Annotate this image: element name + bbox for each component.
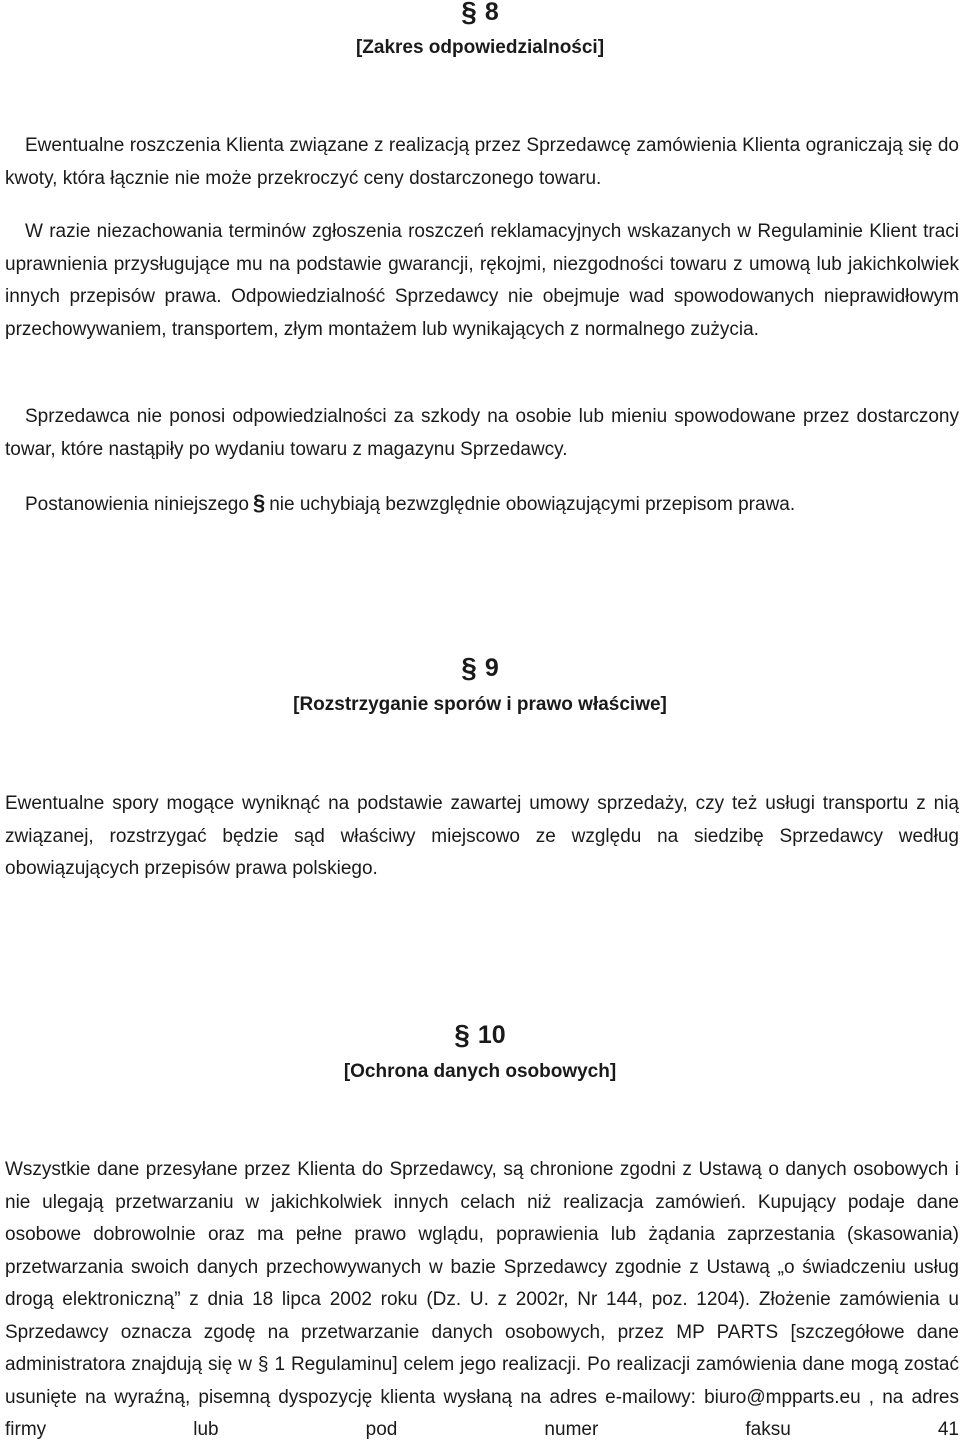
paragraph-text: , na adres firmy lub pod numer faksu 41 [5, 1386, 959, 1440]
section-sign-inline: § [257, 1354, 269, 1375]
section-10-paragraph-1 [5, 1154, 959, 1447]
section-8-title: [Zakres odpowiedzialności] [355, 37, 605, 58]
section-sign: § [461, 652, 477, 683]
section-9-number [0, 652, 960, 683]
section-sign: § [461, 0, 477, 27]
section-number: 9 [484, 654, 499, 682]
section-8-paragraph-2: W razie niezachowania terminów zgłoszenia roszczeń reklamacyjnych wskazanych w Regulaminie Klient traci uprawnienia przysługujące mu na podstawie gwarancji, rękojmi, niezgodności towaru z umową lub jakichkolwiek innych przepisów prawa. Odpowiedzialność Sprzedawcy nie obejmuje wad spowodowanych nieprawidłowym przechowywaniem, transportem, złym montażem lub wynikających z normalnego zużycia. [5, 221, 959, 340]
section-sign: § [454, 1019, 470, 1050]
section-9-title: [Rozstrzyganie sporów i prawo właściwe] [293, 694, 667, 715]
paragraph-text: Postanowienia niniejszego [25, 494, 249, 515]
section-10-number [0, 1019, 960, 1050]
email-link[interactable]: biuro@mpparts.eu [704, 1386, 861, 1408]
paragraph-text: nie uchybiają bezwzględnie obowiązującymi przepisom prawa. [269, 494, 796, 515]
section-8-paragraph-4 [5, 487, 959, 522]
section-8-paragraph-1: Ewentualne roszczenia Klienta związane z realizacją przez Sprzedawcę zamówienia Klienta ograniczają się do kwoty, która łącznie nie może przekroczyć ceny dostarczonego towaru. [5, 135, 959, 189]
section-sign: § [252, 490, 266, 515]
section-9-paragraph-1: Ewentualne spory mogące wyniknąć na podstawie zawartej umowy sprzedaży, czy też usługi transportu z nią związanej, rozstrzygać będzie sąd właściwy miejscowo ze względu na siedzibę Sprzedawcy według obowiązujących przepisów prawa polskiego. [5, 793, 959, 879]
section-number: 8 [484, 0, 499, 26]
section-number: 10 [477, 1021, 506, 1049]
paragraph-text: Wszystkie dane przesyłane przez Klienta do Sprzedawcy, są chronione zgodni z Ustawą o danych osobowych i nie ulegają przetwarzaniu w jakichkolwiek innych celach niż realizacja zamówień. Kupujący podaje dane osobowe dobrowolnie oraz ma pełne prawo wglądu, poprawienia lub żądania zaprzestania (skasowania) przetwarzania swoich danych przechowywanych w bazie Sprzedawcy zgodnie z Ustawą „o świadczeniu usług drogą elektroniczną” z dnia 18 lipca 2002 roku (Dz. U. z 2002r, Nr 144, poz. 1204). Złożenie zamówienia u Sprzedawcy oznacza zgodę na przetwarzanie danych osobowych, przez MP PARTS [szczegółowe dane administratora znajdują się w [5, 1159, 959, 1375]
section-8-paragraph-3: Sprzedawca nie ponosi odpowiedzialności za szkody na osobie lub mieniu spowodowane przez dostarczony towar, które nastąpiły po wydaniu towaru z magazynu Sprzedawcy. [5, 406, 959, 460]
section-8-number [0, 0, 960, 27]
paragraph-text: 1 Regulaminu] celem jego realizacji. Po realizacji zamówienia dane mogą zostać usunięte na wyraźną, pisemną dyspozycję klienta wysłaną na adres e-mailowy: [5, 1354, 959, 1408]
section-10-title: [Ochrona danych osobowych] [343, 1061, 617, 1082]
